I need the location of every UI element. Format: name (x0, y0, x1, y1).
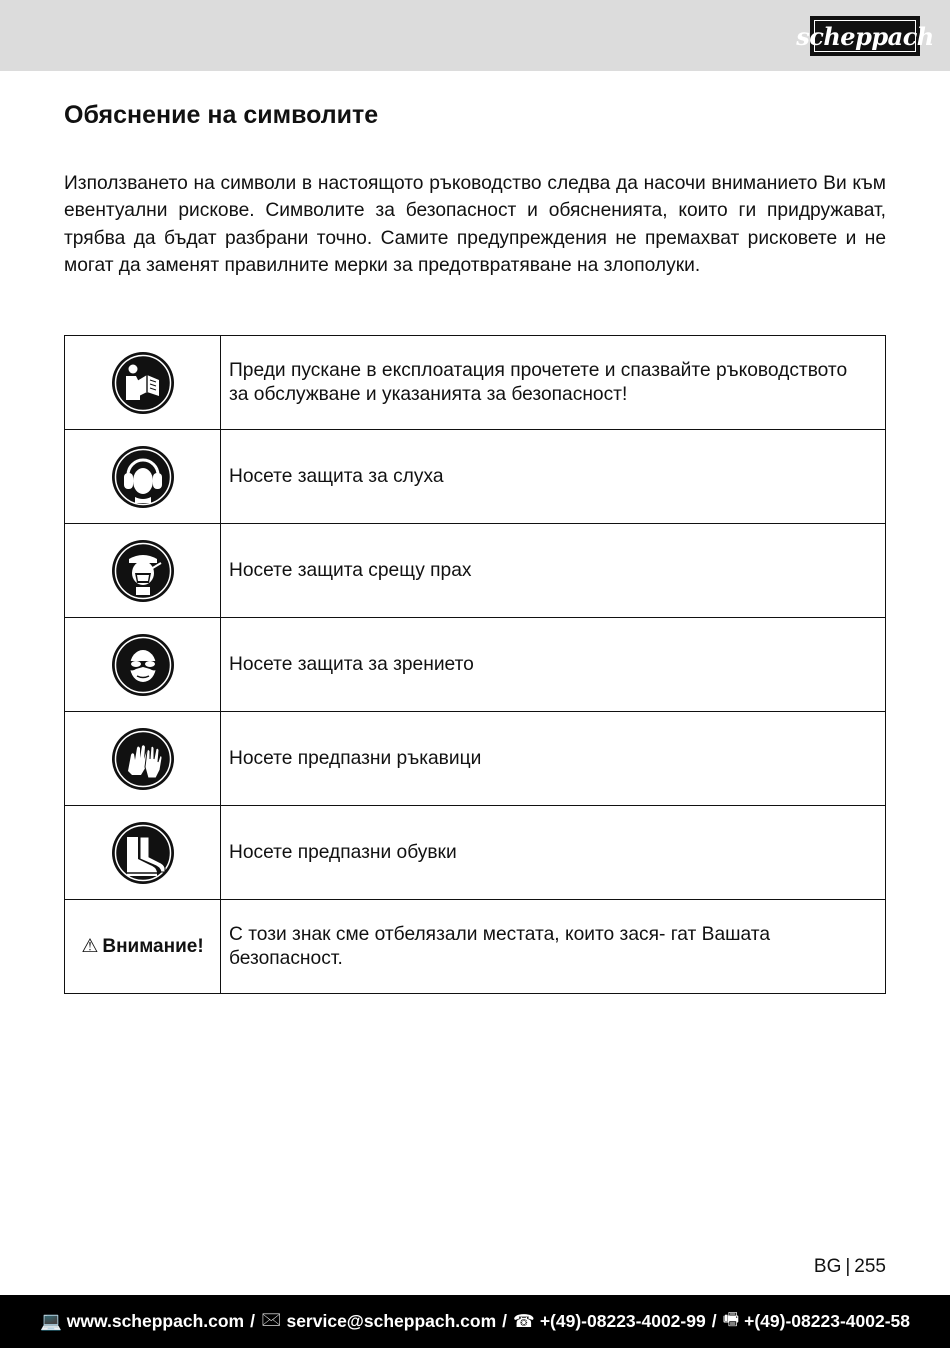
logo-text: scheppach (796, 21, 934, 51)
footer-website-link[interactable]: www.scheppach.com (66, 1311, 245, 1331)
warning-triangle-icon: ⚠ (81, 936, 99, 957)
safety-boots-icon (111, 821, 175, 885)
page-title: Обяснение на символите (64, 101, 379, 129)
warning-cell (65, 900, 221, 994)
symbol-text: Носете предпазни обувки (221, 806, 886, 900)
symbol-text: Носете защита за зрението (221, 618, 886, 712)
footer-separator: / (711, 1311, 717, 1331)
warning-text: С този знак сме отбелязали местата, които зася- гат Вашата безопасност. (221, 900, 886, 994)
symbol-text: Носете защита срещу прах (221, 524, 886, 618)
scheppach-logo (796, 16, 934, 56)
telephone-icon: ☎ (513, 1311, 535, 1331)
ear-protection-icon (111, 445, 175, 509)
envelope-icon: 🖂 (260, 1308, 282, 1329)
read-manual-icon (111, 351, 175, 415)
table-row (65, 524, 886, 618)
footer-separator: / (250, 1311, 255, 1331)
icon-cell (65, 712, 221, 806)
icon-cell (65, 524, 221, 618)
footer-email-link[interactable]: service@scheppach.com (286, 1311, 497, 1331)
page-separator: | (845, 1256, 851, 1277)
footer-fax: +(49)-08223-4002-58 (744, 1311, 911, 1331)
table-row (65, 806, 886, 900)
symbol-text: Преди пускане в експлоатация прочетете и спазвайте ръководството за обслужване и указанията за безопасност! (221, 336, 886, 430)
warning-label-text: Внимание! (102, 936, 204, 957)
icon-cell (65, 336, 221, 430)
footer-bar (0, 1295, 950, 1348)
fax-icon: 🖷 (722, 1308, 740, 1329)
page-number (814, 1256, 886, 1278)
footer-phone[interactable]: +(49)-08223-4002-99 (539, 1311, 706, 1331)
intro-paragraph: Използването на символи в настоящото ръководство следва да насочи вниманието Ви към евентуални рискове. Символите за безопасност и обясненията, които ги придружават, трябва да бъдат разбрани точно. Самите предупреждения не премахват рисковете и не могат да заменят правилните мерки за предотвратяване на злополуки. (64, 173, 886, 276)
page-number-value: 255 (854, 1256, 886, 1277)
table-row (65, 430, 886, 524)
table-row (65, 618, 886, 712)
footer-separator: / (502, 1311, 508, 1331)
table-row (65, 900, 886, 994)
protective-gloves-icon (111, 727, 175, 791)
eye-protection-icon (111, 633, 175, 697)
icon-cell (65, 618, 221, 712)
table-row (65, 336, 886, 430)
dust-mask-icon (111, 539, 175, 603)
warning-label (81, 936, 203, 957)
symbols-table (64, 335, 886, 994)
icon-cell (65, 430, 221, 524)
laptop-icon: 💻 (39, 1311, 62, 1331)
table-row (65, 712, 886, 806)
page-lang: BG (813, 1256, 842, 1277)
logo-frame (796, 20, 934, 52)
symbol-text: Носете защита за слуха (221, 430, 886, 524)
symbol-text: Носете предпазни ръкавици (221, 712, 886, 806)
icon-cell (65, 806, 221, 900)
